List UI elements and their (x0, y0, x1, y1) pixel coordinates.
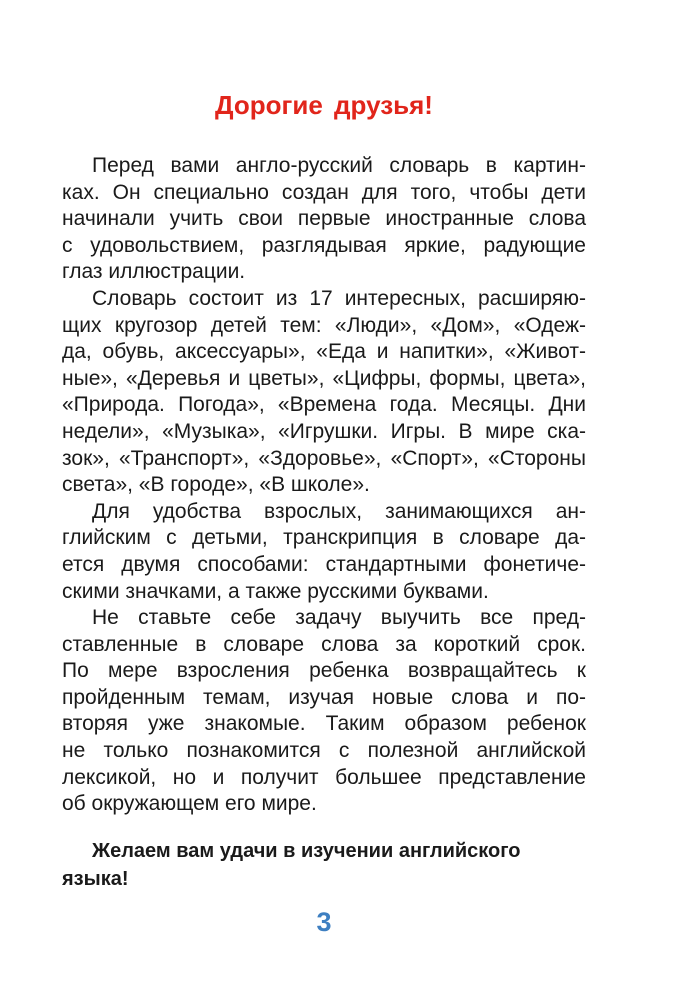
text-line: света», «В городе», «В школе». (62, 473, 370, 497)
paragraph-intro (62, 153, 586, 286)
paragraph-transcription (62, 499, 586, 605)
text-line: об окружающем его мире. (62, 792, 317, 816)
text-line: ется двумя способами: стандартными фонетиче- (62, 552, 586, 576)
text-line: пройденным темам, изучая новые слова и по- (62, 685, 586, 709)
paragraph-topics (62, 286, 586, 499)
text-line: зок», «Транспорт», «Здоровье», «Спорт», «Стороны (62, 446, 586, 470)
text-line: щих кругозор детей тем: «Люди», «Дом», «Одеж- (62, 313, 586, 337)
text-line: Не ставьте себе задачу выучить все пред- (92, 606, 586, 630)
closing-line: Желаем вам удачи в изучении английского (92, 840, 521, 862)
text-line: Перед вами англо-русский словарь в картин- (92, 154, 586, 177)
book-page (62, 0, 586, 1000)
paragraph-advice (62, 605, 586, 818)
text-line: вторяя уже знакомые. Таким образом ребенок (62, 712, 586, 736)
text-line: глаз иллюстрации. (62, 260, 246, 284)
text-line: недели», «Музыка», «Игрушки. Игры. В мире ска- (62, 419, 586, 443)
text-line: ставленные в словаре слова за короткий срок. (62, 632, 586, 656)
text-line: скими значками, а также русскими буквами. (62, 579, 489, 603)
text-line: ках. Он специально создан для того, чтобы дети (62, 180, 586, 204)
page-number: 3 (316, 907, 332, 937)
closing-line: языка! (62, 868, 129, 890)
text-line: не только познакомится с полезной английской (62, 739, 586, 763)
text-line: лексикой, но и получит большее представление (62, 765, 586, 789)
page-title: Дорогие друзья! (215, 90, 433, 120)
text-line: «Природа. Погода», «Времена года. Месяцы. Дни (62, 393, 586, 417)
text-line: да, обувь, аксессуары», «Еда и напитки», «Живот- (62, 340, 586, 364)
body-text (62, 153, 586, 818)
text-line: Для удобства взрослых, занимающихся ан- (92, 499, 586, 523)
text-line: с удовольствием, разглядывая яркие, радующие (62, 233, 586, 257)
closing-wish (62, 837, 586, 893)
text-line: глийским с детьми, транскрипция в словаре да- (62, 526, 586, 550)
text-line: ные», «Деревья и цветы», «Цифры, формы, цвета», (62, 366, 586, 390)
text-line: начинали учить свои первые иностранные слова (62, 207, 586, 231)
text-line: Словарь состоит из 17 интересных, расширяю- (92, 286, 586, 310)
text-line: По мере взросления ребенка возвращайтесь к (62, 659, 586, 683)
